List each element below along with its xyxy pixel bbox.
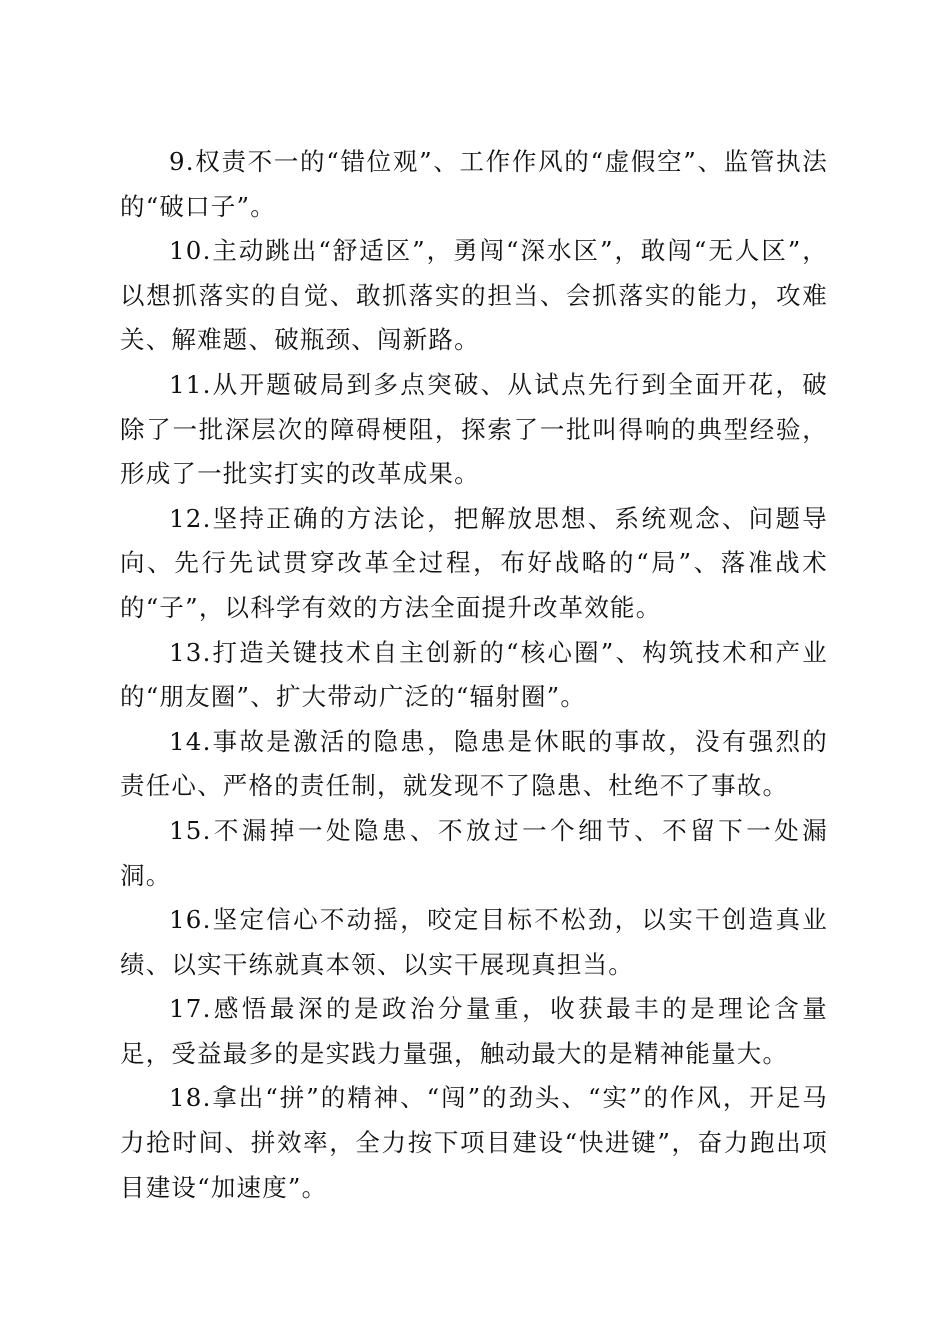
paragraph-9: 9.权责不一的“错位观”、工作作风的“虚假空”、监管执法的“破口子”。 [120, 147, 828, 221]
paragraph-18: 18.拿出“拼”的精神、“闯”的劲头、“实”的作风，开足马力抢时间、拼效率，全力按下项目建设“快进键”，奋力跑出项目建设“加速度”。 [120, 1083, 828, 1202]
paragraph-10: 10.主动跳出“舒适区”，勇闯“深水区”，敢闯“无人区”，以想抓落实的自觉、敢抓落实的担当、会抓落实的能力，攻难关、解难题、破瓶颈、闯新路。 [120, 236, 828, 355]
paragraph-14: 14.事故是激活的隐患，隐患是休眠的事故，没有强烈的责任心、严格的责任制，就发现不了隐患、杜绝不了事故。 [120, 726, 828, 801]
paragraph-13: 13.打造关键技术自主创新的“核心圈”、构筑技术和产业的“朋友圈”、扩大带动广泛的“辐射圈”。 [120, 637, 828, 712]
paragraph-17: 17.感悟最深的是政治分量重，收获最丰的是理论含量足，受益最多的是实践力量强，触动最大的是精神能量大。 [120, 994, 828, 1068]
document-body [120, 140, 828, 1210]
paragraph-11: 11.从开题破局到多点突破、从试点先行到全面开花，破除了一批深层次的障碍梗阻，探索了一批叫得响的典型经验，形成了一批实打实的改革成果。 [120, 369, 828, 489]
paragraph-16: 16.坚定信心不动摇，咬定目标不松劲，以实干创造真业绩、以实干练就真本领、以实干展现真担当。 [120, 905, 828, 979]
paragraph-12: 12.坚持正确的方法论，把解放思想、系统观念、问题导向、先行先试贯穿改革全过程，布好战略的“局”、落准战术的“子”，以科学有效的方法全面提升改革效能。 [120, 503, 828, 622]
paragraph-15: 15.不漏掉一处隐患、不放过一个细节、不留下一处漏洞。 [120, 815, 828, 890]
